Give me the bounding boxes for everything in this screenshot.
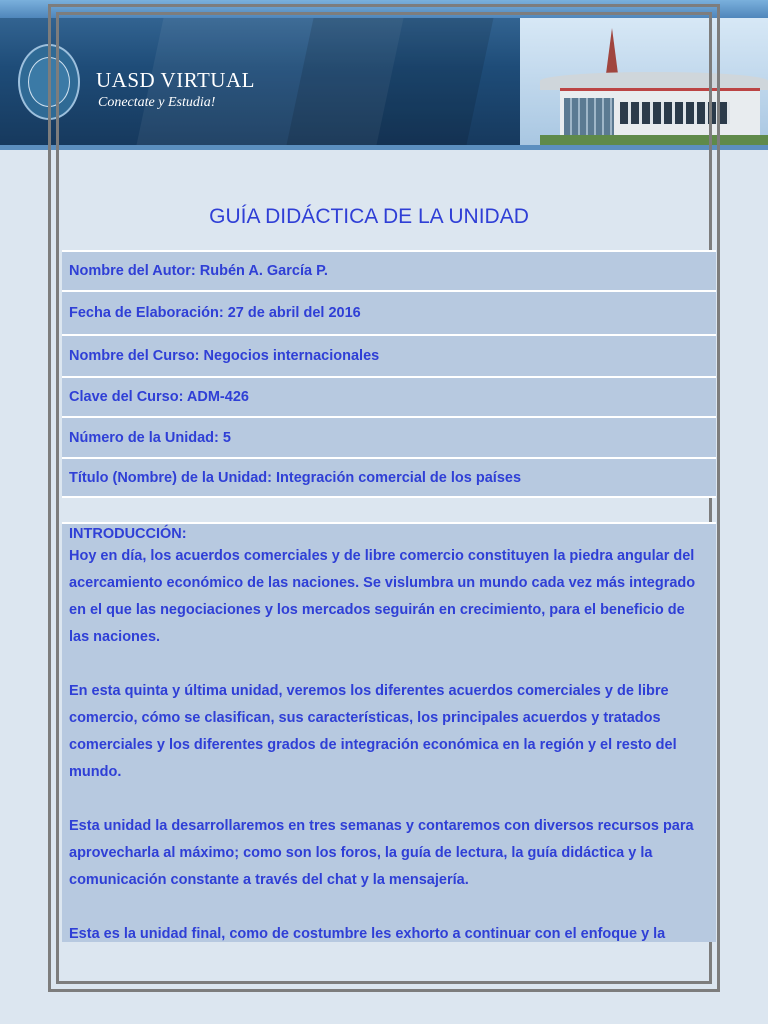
intro-paragraph: Esta es la unidad final, como de costumbre les exhorto a continuar con el enfoque y la bbox=[69, 926, 666, 942]
introduction-section bbox=[62, 522, 716, 942]
intro-paragraph: En esta quinta y última unidad, veremos los diferentes acuerdos comerciales y de libre comercio, cómo se clasifican, sus características, los principales acuerdos y tratados comerciales y los diferentes grados de integración económica en la región y el resto del mundo. bbox=[69, 683, 677, 780]
brand-title: UASD VIRTUAL bbox=[96, 68, 255, 92]
intro-paragraph: Esta unidad la desarrollaremos en tres semanas y contaremos con diversos recursos para aprovecharla al máximo; como son los foros, la guía de lectura, la guía didáctica y la comunicación constante a través del chat y la mensajería. bbox=[69, 818, 694, 888]
document-title: GUÍA DIDÁCTICA DE LA UNIDAD bbox=[209, 205, 529, 228]
course-code-row: Clave del Curso: ADM-426 bbox=[62, 378, 716, 418]
brand-subtitle: Conectate y Estudia! bbox=[98, 95, 216, 110]
author-row: Nombre del Autor: Rubén A. García P. bbox=[62, 252, 716, 292]
unit-number-row: Número de la Unidad: 5 bbox=[62, 418, 716, 459]
introduction-heading: INTRODUCCIÓN: bbox=[69, 526, 187, 542]
course-info-table bbox=[62, 250, 716, 498]
course-name-row: Nombre del Curso: Negocios internacionales bbox=[62, 336, 716, 378]
intro-paragraph: Hoy en día, los acuerdos comerciales y de libre comercio constituyen la piedra angular del acercamiento económico de las naciones. Se vislumbra un mundo cada vez más integrado en el que las negociaciones y los mercados seguirán en crecimiento, para el beneficio de las naciones. bbox=[69, 548, 696, 645]
unit-title-row: Título (Nombre) de la Unidad: Integración comercial de los países bbox=[62, 459, 716, 498]
date-row: Fecha de Elaboración: 27 de abril del 2016 bbox=[62, 292, 716, 336]
